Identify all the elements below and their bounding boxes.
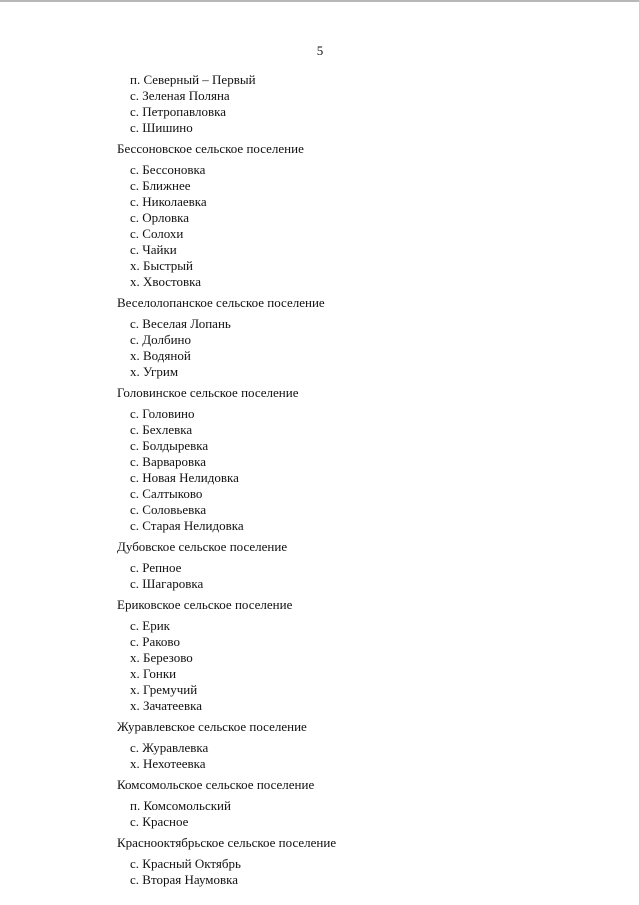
place-list-item: с. Вторая Наумовка	[130, 872, 239, 887]
place-list-item: с. Варваровка	[130, 454, 206, 469]
place-list-item: х. Нехотеевка	[130, 756, 206, 771]
place-list-item: х. Водяной	[130, 348, 191, 363]
place-list-item: с. Веселая Лопань	[130, 316, 231, 331]
place-list-item: с. Салтыково	[130, 486, 203, 501]
place-list-item: х. Угрим	[130, 364, 179, 379]
place-list-item: с. Николаевка	[130, 194, 207, 209]
place-list-item: с. Долбино	[130, 332, 191, 347]
place-list-item: с. Журавлевка	[130, 740, 209, 755]
place-list-item: х. Гремучий	[130, 682, 198, 697]
place-list-item: х. Березово	[130, 650, 193, 665]
place-list-item: с. Орловка	[130, 210, 190, 225]
settlement-heading: Ериковское сельское поселение	[117, 597, 293, 612]
settlement-heading: Головинское сельское поселение	[117, 385, 299, 400]
place-list-item: х. Хвостовка	[130, 274, 202, 289]
place-list-item: с. Бехлевка	[130, 422, 193, 437]
page-number: 5	[316, 43, 324, 58]
settlement-heading: Бессоновское сельское поселение	[117, 141, 304, 156]
place-list-item: с. Петропавловка	[130, 104, 226, 119]
place-list-item: с. Раково	[130, 634, 180, 649]
place-list-item: п. Северный – Первый	[130, 72, 256, 87]
place-list-item: с. Соловьевка	[130, 502, 207, 517]
place-list-item: с. Новая Нелидовка	[130, 470, 239, 485]
settlement-heading: Краснооктябрьское сельское поселение	[117, 835, 337, 850]
place-list-item: с. Шишино	[130, 120, 193, 135]
place-list-item: х. Зачатеевка	[130, 698, 202, 713]
place-list-item: с. Репное	[130, 560, 182, 575]
place-list-item: с. Ерик	[130, 618, 170, 633]
place-list-item: с. Бессоновка	[130, 162, 206, 177]
place-list-item: с. Шагаровка	[130, 576, 204, 591]
place-list-item: с. Красное	[130, 814, 189, 829]
place-list-item: с. Болдыревка	[130, 438, 209, 453]
place-list-item: с. Головино	[130, 406, 195, 421]
place-list-item: с. Красный Октябрь	[130, 856, 241, 871]
place-list-item: с. Старая Нелидовка	[130, 518, 244, 533]
place-list-item: х. Гонки	[130, 666, 177, 681]
settlement-list	[0, 72, 640, 888]
settlement-heading: Комсомольское сельское поселение	[117, 777, 315, 792]
settlement-heading: Журавлевское сельское поселение	[117, 719, 307, 734]
place-list-item: с. Ближнее	[130, 178, 191, 193]
place-list-item: х. Быстрый	[130, 258, 194, 273]
scan-edge-top	[0, 0, 640, 2]
settlement-heading: Дубовское сельское поселение	[117, 539, 288, 554]
place-list-item: с. Солохи	[130, 226, 184, 241]
settlement-heading: Веселолопанское сельское поселение	[117, 295, 325, 310]
place-list-item: с. Чайки	[130, 242, 177, 257]
place-list-item: с. Зеленая Поляна	[130, 88, 230, 103]
place-list-item: п. Комсомольский	[130, 798, 231, 813]
